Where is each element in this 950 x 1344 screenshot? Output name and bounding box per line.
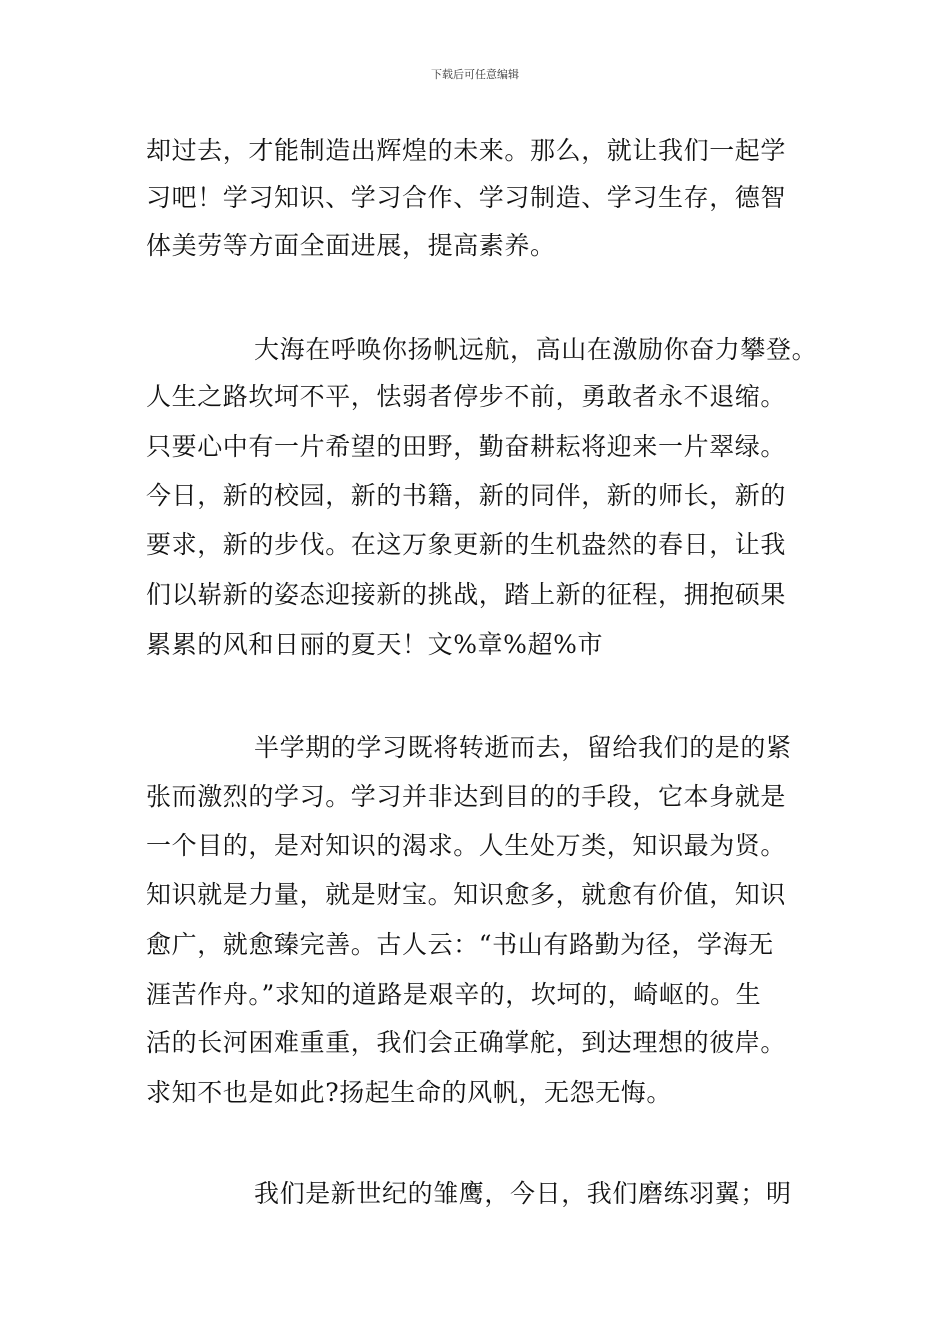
text-line: 一个目的，是对知识的渴求。人生处万类，知识最为贤。	[146, 831, 787, 860]
text-line: 习吧！学习知识、学习合作、学习制造、学习生存，德智	[146, 183, 787, 212]
text-line: 只要心中有一片希望的田野，勤奋耕耘将迎来一片翠绿。	[146, 432, 787, 461]
text-line: 们以崭新的姿态迎接新的挑战，踏上新的征程，拥抱硕果	[146, 580, 787, 609]
text-line: 半学期的学习既将转逝而去，留给我们的是的紧	[254, 733, 792, 762]
text-line: 人生之路坎坷不平，怯弱者停步不前，勇敢者永不退缩。	[146, 382, 787, 411]
text-line: 今日，新的校园，新的书籍，新的同伴，新的师长，新的	[146, 481, 787, 510]
text-line: 体美劳等方面全面进展，提高素养。	[146, 231, 556, 260]
text-line: 却过去，才能制造出辉煌的未来。那么，就让我们一起学	[146, 136, 787, 165]
text-line: 累累的风和日丽的夏天！文%章%超%市	[146, 630, 604, 659]
text-line: 涯苦作舟。”求知的道路是艰辛的，坎坷的，崎岖的。生	[146, 980, 762, 1009]
page-header: 下载后可任意编辑	[431, 68, 519, 81]
text-line: 张而激烈的学习。学习并非达到目的的手段，它本身就是	[146, 782, 787, 811]
text-line: 求知不也是如此?扬起生命的风帆，无怨无悔。	[146, 1078, 673, 1107]
text-line: 我们是新世纪的雏鹰，今日，我们磨练羽翼；明	[254, 1179, 792, 1208]
text-line: 知识就是力量，就是财宝。知识愈多，就愈有价值，知识	[146, 880, 787, 909]
text-line: 愈广，就愈臻完善。古人云：“书山有路勤为径，学海无	[146, 930, 774, 959]
text-line: 活的长河困难重重，我们会正确掌舵，到达理想的彼岸。	[146, 1028, 787, 1057]
text-line: 大海在呼唤你扬帆远航，高山在激励你奋力攀登。	[254, 335, 818, 364]
text-line: 要求，新的步伐。在这万象更新的生机盎然的春日，让我	[146, 530, 787, 559]
